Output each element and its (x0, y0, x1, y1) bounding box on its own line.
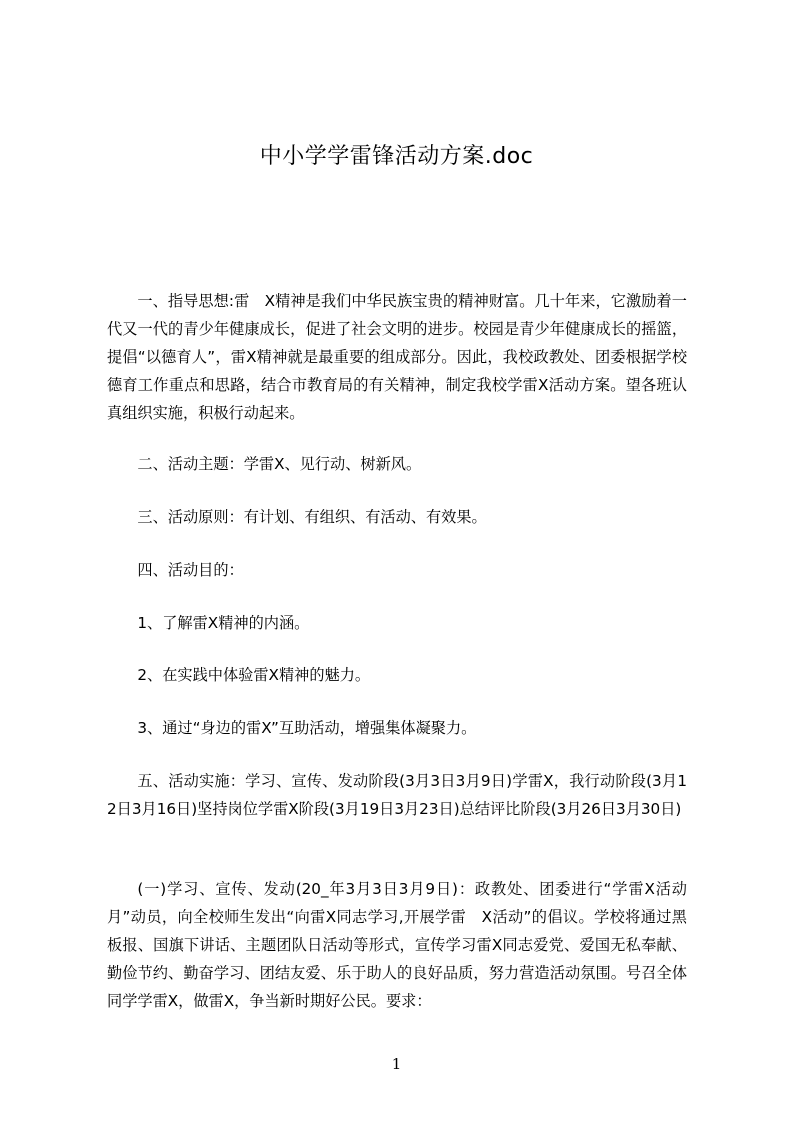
paragraph-activity-goals: 四、活动目的： (137, 561, 244, 579)
paragraph-goal-3: 3、通过“身边的雷X”互助活动，增强集体凝聚力。 (137, 719, 477, 737)
page-number: 1 (391, 1055, 402, 1073)
paragraph-goal-1: 1、了解雷X精神的内涵。 (137, 614, 310, 632)
paragraph-activity-theme: 二、活动主题：学雷X、见行动、树新风。 (137, 455, 422, 473)
paragraph-implementation: 五、活动实施：学习、宣传、发动阶段(3月3日3月9日)学雷X，我行动阶段(3月12日3月16日)坚持岗位学雷X阶段(3月19日3月23日)总结评比阶段(3月26日3月30日) (107, 772, 687, 818)
paragraph-stage-one: (一)学习、宣传、发动(20_年3月3日3月9日)：政教处、团委进行“学雷X活动月”动员，向全校师生发出“向雷X同志学习,开展学雷 X活动”的倡议。学校将通过黑板报、国旗下讲话、主题团队日活动等形式，宣传学习雷X同志爱党、爱国无私奉献、勤俭节约、勤奋学习、团结友爱、乐于助人的良好品质，努力营造活动氛围。号召全体同学学雷X，做雷X，争当新时期好公民。要求： (107, 880, 687, 1010)
paragraph-guiding-thought: 一、指导思想:雷 X精神是我们中华民族宝贵的精神财富。几十年来，它激励着一代又一代的青少年健康成长，促进了社会文明的进步。校园是青少年健康成长的摇篮，提倡“以德育人”，雷X精神就是最重要的组成部分。因此，我校政教处、团委根据学校德育工作重点和思路，结合市教育局的有关精神，制定我校学雷X活动方案。望各班认真组织实施，积极行动起来。 (107, 292, 687, 422)
document-title: 中小学学雷锋活动方案.doc (259, 144, 534, 169)
paragraph-goal-2: 2、在实践中体验雷X精神的魅力。 (137, 666, 371, 684)
paragraph-activity-principle: 三、活动原则：有计划、有组织、有活动、有效果。 (137, 508, 487, 526)
